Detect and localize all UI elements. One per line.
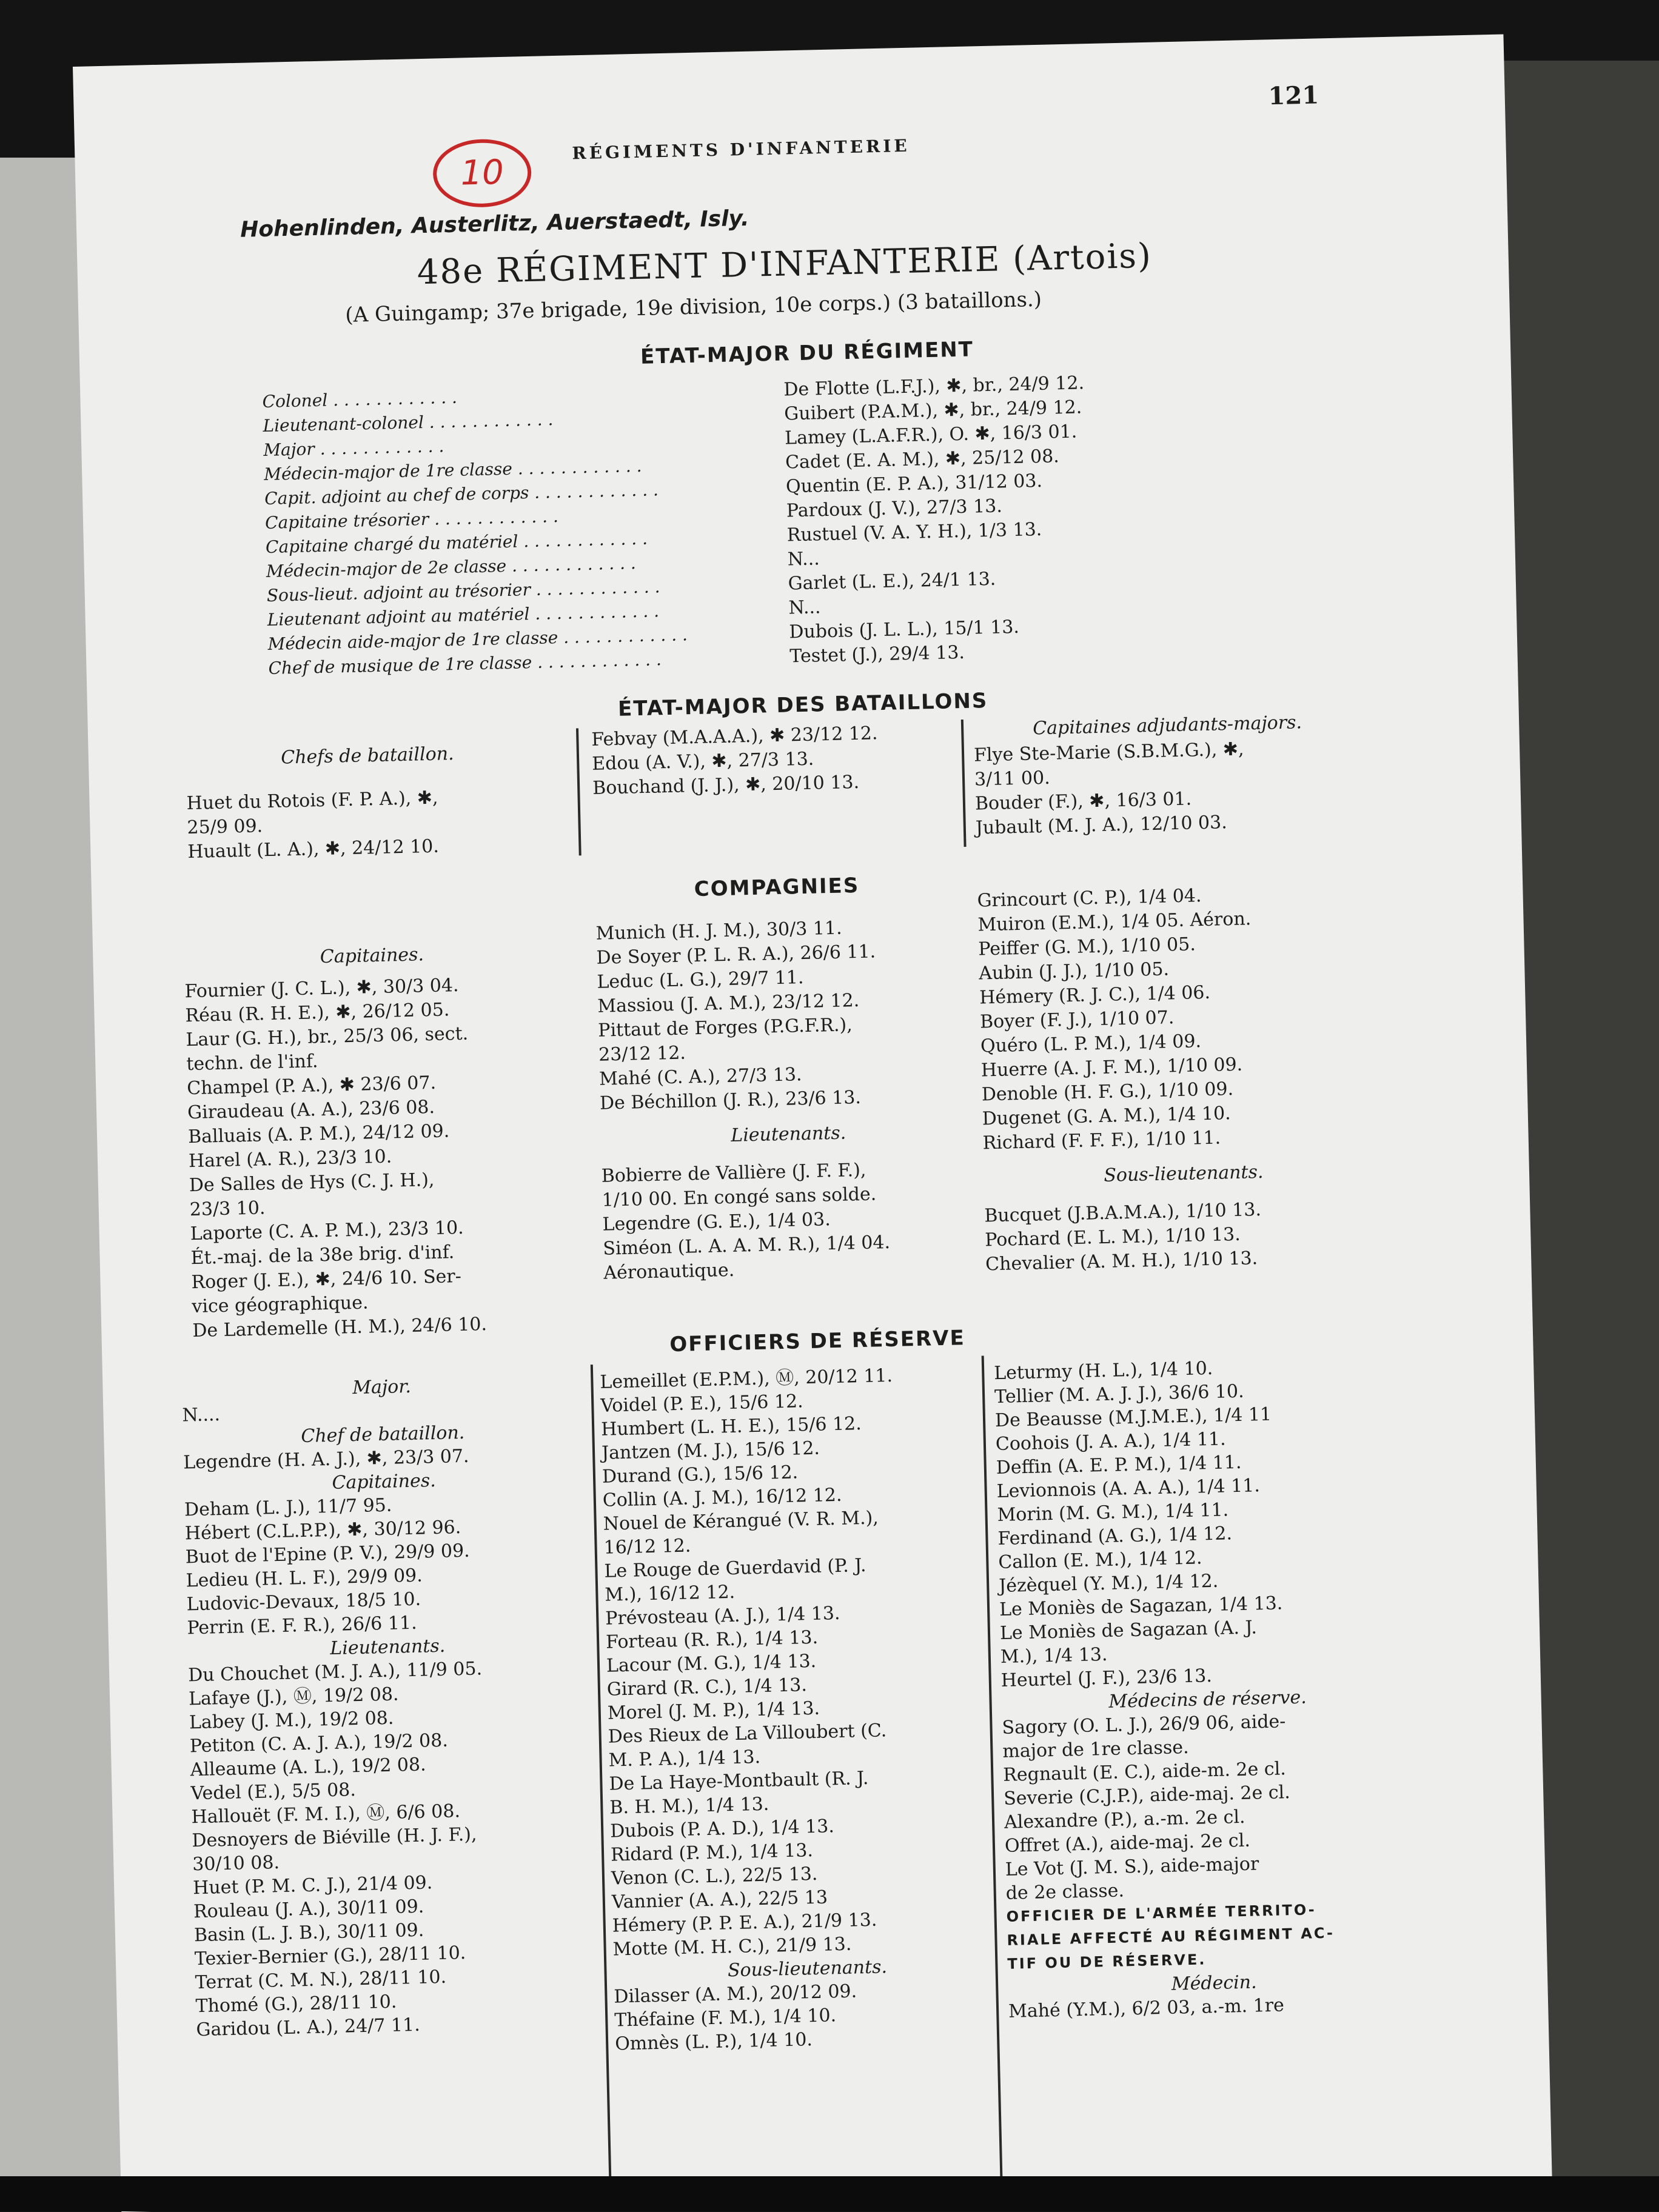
rank-label: Médecin-major de 1re classe . . . [264, 453, 665, 487]
officer-entry: Bucquet (J.B.A.M.A.), 1/10 13. [984, 1199, 1262, 1227]
territorial-note: OFFICIER DE L'ARMÉE TERRITO- [1006, 1901, 1316, 1925]
officer-entry: Huet (P. M. C. J.), 21/4 09. [192, 1872, 433, 1899]
rank-label: Capitaine trésorier . . . [265, 502, 666, 535]
officer-entry: Chevalier (A. M. H.), 1/10 13. [985, 1248, 1258, 1275]
officer-entry: Flye Ste-Marie (S.B.M.G.), ✱, [973, 738, 1244, 766]
officer-entry: Legendre (G. E.), 1/4 03. [602, 1209, 831, 1235]
officer-entry: Des Rieux de La Villoubert (C. [608, 1720, 887, 1748]
officer-entry: Quentin (E. P. A.), 31/12 03. [785, 470, 1043, 498]
officer-entry: Ét.-maj. de la 38e brig. d'inf. [190, 1241, 455, 1269]
officer-entry: Richard (F. F. F.), 1/10 11. [982, 1127, 1221, 1154]
battle-honours: Hohenlinden, Austerlitz, Auerstaedt, Isly. [240, 205, 749, 242]
officer-entry: Lamey (L.A.F.R.), O. ✱, 16/3 01. [784, 421, 1078, 449]
officer-entry: Deham (L. J.), 11/7 95. [184, 1494, 392, 1521]
officer-entry: 16/12 12. [603, 1535, 691, 1559]
officer-entry: De Salles de Hys (C. J. H.), [189, 1169, 435, 1197]
running-head: RÉGIMENTS D'INFANTERIE [572, 135, 911, 164]
officer-entry: M.), 1/4 13. [1000, 1643, 1108, 1668]
officer-entry: Dubois (J. L. L.), 15/1 13. [789, 616, 1020, 643]
officer-entry: Prévosteau (A. J.), 1/4 13. [605, 1602, 840, 1629]
officer-entry: Siméon (L. A. A. M. R.), 1/4 04. [603, 1231, 891, 1260]
territorial-note: TIF OU DE RÉSERVE. [1007, 1951, 1207, 1973]
reserve-col2-list [600, 1362, 1003, 2056]
officer-entry: Hébert (C.L.P.P.), ✱, 30/12 96. [184, 1517, 461, 1545]
officer-entry: Champel (P. A.), ✱ 23/6 07. [186, 1072, 437, 1100]
officer-entry: Le Moniès de Sagazan (A. J. [999, 1617, 1258, 1644]
regiment-title: 48e RÉGIMENT D'INFANTERIE (Artois) [417, 236, 1153, 293]
rank-label: Sous-lieut. adjoint au trésorier . . . [266, 575, 667, 608]
officer-entry: Motte (M. H. C.), 21/9 13. [612, 1933, 852, 1960]
officer-entry: Voidel (P. E.), 15/6 12. [600, 1391, 804, 1417]
officer-entry: Lafaye (J.), Ⓜ, 19/2 08. [188, 1683, 399, 1710]
officer-entry: 3/11 00. [974, 767, 1051, 790]
officer-entry: Lacour (M. G.), 1/4 13. [606, 1650, 817, 1677]
officer-entry: de 2e classe. [1005, 1880, 1125, 1904]
officer-entry: N... [787, 548, 820, 570]
subheading-capitaines: Capitaines. [320, 944, 424, 968]
officer-entry: Garlet (L. E.), 24/1 13. [788, 568, 996, 595]
officer-entry: Bouder (F.), ✱, 16/3 01. [974, 788, 1192, 815]
officer-entry: Durand (G.), 15/6 12. [602, 1462, 799, 1488]
officer-entry: Perrin (E. F. R.), 26/6 11. [187, 1612, 417, 1639]
section-heading-etat-major-bataillons: ÉTAT-MAJOR DES BATAILLONS [617, 689, 988, 721]
officer-entry: Pochard (E. L. M.), 1/10 13. [984, 1223, 1241, 1251]
officer-entry: Quéro (L. P. M.), 1/4 09. [980, 1031, 1202, 1057]
capitaines-list [184, 971, 580, 1343]
officer-entry: Ledieu (H. L. F.), 29/9 09. [186, 1565, 423, 1592]
officer-entry: De La Haye-Montbault (R. J. [609, 1767, 869, 1795]
officer-entry: M.), 16/12 12. [605, 1581, 736, 1606]
officer-entry: Bouchand (J. J.), ✱, 20/10 13. [592, 771, 860, 799]
officer-entry: major de 1re classe. [1002, 1736, 1189, 1762]
officer-entry: Vannier (A. A.), 22/5 13 [611, 1886, 828, 1913]
rank-label: Médecin-major de 2e classe . . . [266, 550, 667, 584]
officer-entry: Roger (J. E.), ✱, 24/6 10. Ser- [191, 1265, 462, 1294]
officer-entry: 23/12 12. [598, 1042, 686, 1066]
officer-entry: Balluais (A. P. M.), 24/12 09. [187, 1120, 450, 1148]
officer-entry: 23/3 10. [189, 1197, 266, 1221]
officer-entry: Levionnois (A. A. A.), 1/4 11. [996, 1475, 1261, 1503]
list-subheading: Sous-lieutenants. [727, 1956, 888, 1982]
subheading-lieutenants: Lieutenants. [730, 1122, 846, 1146]
officer-entry: Laporte (C. A. P. M.), 23/3 10. [190, 1217, 464, 1245]
rank-label: Lieutenant-colonel . . . [263, 405, 663, 438]
officer-entry: Hallouët (F. M. I.), Ⓜ, 6/6 08. [191, 1800, 461, 1828]
officer-entry: Ferdinand (A. G.), 1/4 12. [997, 1523, 1233, 1550]
list-subheading: Capitaines. [332, 1470, 437, 1494]
officer-entry: De Lardemelle (H. M.), 24/6 10. [192, 1314, 488, 1342]
officer-entry: Jubault (M. J. A.), 12/10 03. [975, 812, 1228, 839]
officer-entry: Pardoux (J. V.), 27/3 13. [786, 495, 1003, 522]
section-heading-etat-major-regiment: ÉTAT-MAJOR DU RÉGIMENT [640, 337, 974, 369]
officer-entry: Jézèquel (Y. M.), 1/4 12. [998, 1570, 1219, 1597]
rank-label: Colonel . . . [262, 381, 663, 414]
officer-entry: Sagory (O. L. J.), 26/9 06, aide- [1002, 1711, 1286, 1739]
officer-entry: Alleaume (A. L.), 19/2 08. [190, 1754, 426, 1781]
officer-entry: Cadet (E. A. M.), ✱, 25/12 08. [785, 446, 1060, 473]
rank-label: Chef de musique de 1re classe . . . [268, 647, 669, 681]
officer-entry: Thomé (G.), 28/11 10. [195, 1991, 397, 2017]
officer-entry: Severie (C.J.P.), aide-maj. 2e cl. [1003, 1782, 1291, 1809]
officer-entry: Réau (R. H. E.), ✱, 26/12 05. [185, 999, 450, 1027]
officer-entry: Basin (L. J. B.), 30/11 09. [193, 1919, 424, 1946]
officer-entry: Lemeillet (E.P.M.), Ⓜ, 20/12 11. [600, 1365, 893, 1393]
officer-entry: Morel (J. M. P.), 1/4 13. [607, 1697, 820, 1724]
officer-entry: Deffin (A. E. P. M.), 1/4 11. [996, 1451, 1242, 1479]
officer-entry: techn. de l'inf. [186, 1051, 318, 1075]
officer-entry: Texier-Bernier (G.), 28/11 10. [194, 1942, 466, 1970]
officer-entry: Jantzen (M. J.), 15/6 12. [601, 1437, 820, 1464]
officer-entry: Munich (H. J. M.), 30/3 11. [595, 917, 842, 944]
compagnie-col3-list [977, 880, 1383, 1156]
officer-entry: Febvay (M.A.A.A.), ✱ 23/12 12. [591, 723, 878, 750]
officer-entry: Aéronautique. [603, 1259, 735, 1284]
officer-entry: Dilasser (A. M.), 20/12 09. [614, 1980, 857, 2008]
list-subheading: Médecin. [1171, 1971, 1257, 1995]
officer-entry: Terrat (C. M. N.), 28/11 10. [195, 1966, 447, 1994]
officer-entry: Massiou (J. A. M.), 23/12 12. [597, 989, 860, 1017]
officer-entry: Du Chouchet (M. J. A.), 11/9 05. [187, 1658, 483, 1686]
officer-entry: Harel (A. R.), 23/3 10. [188, 1146, 392, 1172]
capitaines-adjudants-list [974, 735, 1376, 841]
rank-label: Capitaine chargé du matériel . . . [266, 526, 666, 560]
rank-list [262, 381, 669, 681]
officer-entry: Buot de l'Epine (P. V.), 29/9 09. [185, 1540, 471, 1568]
officer-entry: Le Vot (J. M. S.), aide-major [1005, 1853, 1259, 1880]
officer-entry: De Flotte (L.F.J.), ✱, br., 24/9 12. [783, 372, 1085, 401]
officer-entry: Peiffer (G. M.), 1/10 05. [978, 934, 1196, 960]
officer-entry: Hémery (P. P. E. A.), 21/9 13. [612, 1909, 877, 1937]
list-subheading: Major. [352, 1375, 412, 1399]
officer-entry: Petiton (C. A. J. A.), 19/2 08. [189, 1729, 449, 1757]
list-subheading: Chef de bataillon. [301, 1422, 465, 1448]
officer-entry: 1/10 00. En congé sans solde. [602, 1183, 877, 1211]
page-number: 121 [1268, 81, 1319, 111]
list-subheading: Médecins de réserve. [1108, 1686, 1307, 1712]
officer-entry: Muiron (E.M.), 1/4 05. Aéron. [977, 908, 1252, 936]
officer-entry: Huet du Rotois (F. P. A.), ✱, [186, 787, 438, 815]
officer-entry: Rustuel (V. A. Y. H.), 1/3 13. [786, 518, 1042, 546]
officer-entry: N... [788, 596, 821, 619]
officer-entry: Le Rouge de Guerdavid (P. J. [604, 1554, 866, 1582]
lieutenants-list [601, 1156, 979, 1286]
officer-entry: Callon (E. M.), 1/4 12. [997, 1547, 1202, 1574]
officer-entry: Mahé (Y.M.), 6/2 03, a.-m. 1re [1008, 1994, 1285, 2022]
rank-label: Médecin aide-major de 1re classe . . . [267, 623, 668, 657]
officer-entry: Mahé (C. A.), 27/3 13. [598, 1064, 802, 1090]
officer-entry: Nouel de Kérangué (V. R. M.), [603, 1507, 879, 1535]
officer-entry: B. H. M.), 1/4 13. [609, 1793, 769, 1819]
sous-lieutenants-list [984, 1195, 1386, 1277]
compagnie-officers-list [595, 914, 976, 1116]
officer-entry: Laur (G. H.), br., 25/3 06, sect. [186, 1023, 469, 1051]
officer-entry: Aubin (J. J.), 1/10 05. [978, 958, 1170, 984]
column-rule [576, 728, 581, 855]
officer-entry: Desnoyers de Biéville (H. J. F.), [192, 1823, 477, 1852]
subheading-sous-lieutenants: Sous-lieutenants. [1104, 1161, 1264, 1186]
officer-entry: Ridard (P. M.), 1/4 13. [610, 1840, 814, 1866]
officer-entry: Boyer (F. J.), 1/10 07. [979, 1007, 1175, 1033]
officer-entry: Théfaine (F. M.), 1/4 10. [614, 2005, 837, 2031]
officer-entry: Girard (R. C.), 1/4 13. [606, 1674, 808, 1700]
officer-entry: Guibert (P.A.M.), ✱, br., 24/9 12. [783, 396, 1082, 425]
officer-entry: Dubois (P. A. D.), 1/4 13. [609, 1816, 835, 1842]
officer-entry: Vedel (E.), 5/5 08. [190, 1779, 357, 1805]
officer-entry: Omnès (L. P.), 1/4 10. [614, 2029, 813, 2055]
officer-entry: Testet (J.), 29/4 13. [789, 641, 965, 667]
officer-entry: Leduc (L. G.), 29/7 11. [597, 967, 804, 993]
rank-label: Major . . . [263, 429, 664, 463]
reserve-col1-list [181, 1371, 597, 2042]
bataillon-officers-list [591, 720, 969, 801]
officer-entry: Legendre (H. A. J.), ✱, 23/3 07. [183, 1445, 469, 1474]
officer-entry: 25/9 09. [187, 815, 263, 839]
officer-entry: Forteau (R. R.), 1/4 13. [605, 1626, 819, 1653]
officer-entry: Regnault (E. C.), aide-m. 2e cl. [1002, 1758, 1287, 1786]
officer-entry: Huerre (A. J. F. M.), 1/10 09. [980, 1054, 1243, 1081]
binder-edge [0, 2176, 1659, 2211]
document-page [73, 34, 1552, 2212]
officer-entry: Fournier (J. C. L.), ✱, 30/3 04. [184, 974, 459, 1003]
officer-entry: Leturmy (H. L.), 1/4 10. [993, 1357, 1213, 1385]
officer-entry: Denoble (H. F. G.), 1/10 09. [981, 1078, 1234, 1106]
officer-entry: Edou (A. V.), ✱, 27/3 13. [591, 748, 814, 775]
officer-entry: Tellier (M. A. J. J.), 36/6 10. [994, 1380, 1244, 1408]
officer-entry: Ludovic-Devaux, 18/5 10. [186, 1588, 421, 1616]
territorial-note: RIALE AFFECTÉ AU RÉGIMENT AC- [1007, 1924, 1335, 1949]
handwritten-annotation: 10 [432, 138, 532, 209]
officer-entry: Grincourt (C. P.), 1/4 04. [977, 885, 1202, 912]
section-heading-compagnies: COMPAGNIES [694, 873, 860, 902]
officer-entry: Morin (M. G. M.), 1/4 11. [997, 1499, 1229, 1526]
chefs-bataillon-list [186, 783, 564, 864]
section-heading-officiers-reserve: OFFICIERS DE RÉSERVE [669, 1326, 966, 1357]
officer-entry: Labey (J. M.), 19/2 08. [189, 1707, 394, 1734]
officer-entry: Venon (C. L.), 22/5 13. [611, 1863, 818, 1890]
officer-entry: Humbert (L. H. E.), 15/6 12. [600, 1413, 862, 1440]
officer-entry: Pittaut de Forges (P.G.F.R.), [597, 1014, 853, 1041]
officer-entry: Bobierre de Vallière (J. F. F.), [601, 1159, 866, 1187]
rank-label: Capit. adjoint au chef de corps . . . [264, 478, 665, 511]
officer-entry: Dugenet (G. A. M.), 1/4 10. [982, 1103, 1232, 1130]
officer-entry: Alexandre (P.), a.-m. 2e cl. [1004, 1806, 1245, 1833]
officer-list [783, 367, 1251, 669]
subheading-capitaines-adjudants: Capitaines adjudants-majors. [1032, 712, 1302, 740]
officer-entry: M. P. A.), 1/4 13. [608, 1746, 761, 1771]
officer-entry: vice géographique. [192, 1292, 369, 1318]
officer-entry: N.... [182, 1404, 221, 1426]
list-subheading: Lieutenants. [329, 1635, 446, 1660]
officer-entry: Coohois (J. A. A.), 1/4 11. [995, 1428, 1226, 1455]
rank-label: Lieutenant adjoint au matériel . . . [267, 599, 668, 632]
officer-entry: Garidou (L. A.), 24/7 11. [196, 2014, 421, 2041]
officer-entry: Giraudeau (A. A.), 23/6 08. [187, 1096, 435, 1124]
subheading-chefs-bataillon: Chefs de bataillon. [280, 743, 454, 769]
officer-entry: De Beausse (M.J.M.E.), 1/4 11 [994, 1403, 1272, 1432]
officer-entry: Hémery (R. J. C.), 1/4 06. [979, 981, 1211, 1009]
officer-entry: Rouleau (J. A.), 30/11 09. [193, 1896, 424, 1923]
officer-entry: 30/10 08. [192, 1852, 280, 1876]
officer-entry: Heurtel (J. F.), 23/6 13. [1000, 1665, 1213, 1691]
officer-entry: Le Moniès de Sagazan, 1/4 13. [999, 1592, 1283, 1620]
officer-entry: Offret (A.), aide-maj. 2e cl. [1004, 1829, 1251, 1857]
officer-entry: De Béchillon (J. R.), 23/6 13. [599, 1086, 862, 1114]
officer-entry: Collin (A. J. M.), 16/12 12. [602, 1484, 842, 1511]
garrison-line: (A Guingamp; 37e brigade, 19e division, 10e corps.) (3 bataillons.) [344, 287, 1042, 327]
officer-entry: Huault (L. A.), ✱, 24/12 10. [187, 835, 440, 863]
reserve-col3-list [994, 1352, 1421, 2023]
officer-entry: De Soyer (P. L. R. A.), 26/6 11. [596, 941, 876, 969]
